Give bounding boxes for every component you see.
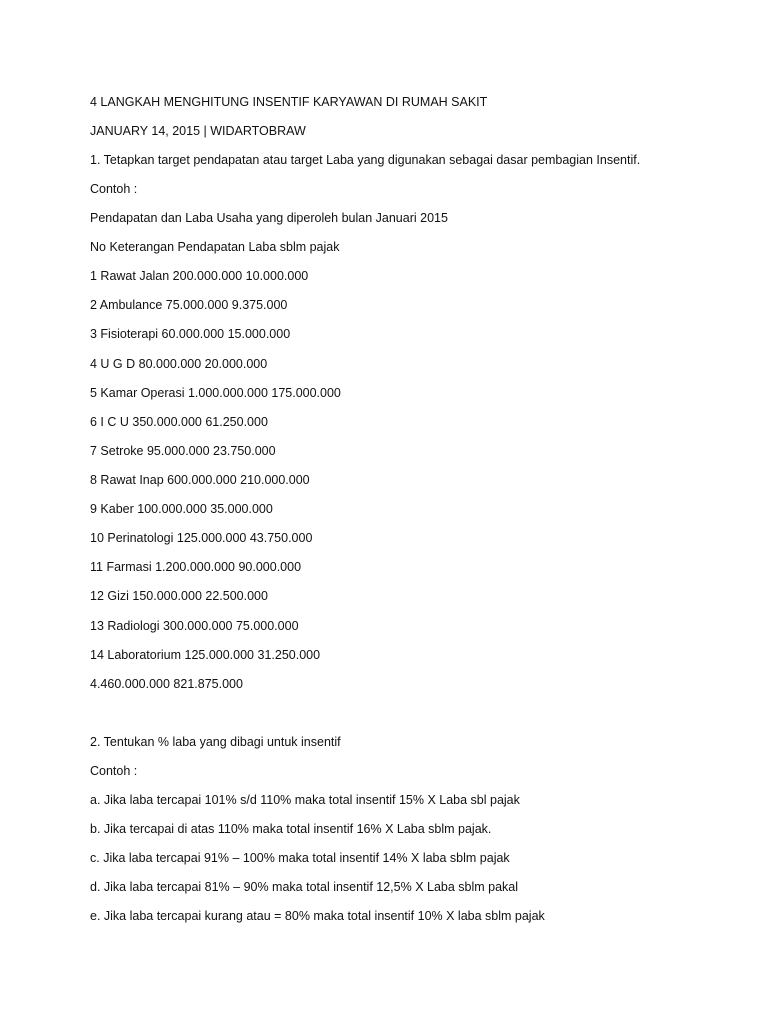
table-row: 11 Farmasi 1.200.000.000 90.000.000	[90, 560, 302, 574]
document-title: 4 LANGKAH MENGHITUNG INSENTIF KARYAWAN DI RUMAH SAKIT	[90, 95, 488, 109]
table-header: No Keterangan Pendapatan Laba sblm pajak	[90, 240, 340, 254]
table-row: 6 I C U 350.000.000 61.250.000	[90, 415, 268, 429]
example-label: Contoh :	[90, 182, 138, 196]
table-row: 10 Perinatologi 125.000.000 43.750.000	[90, 531, 313, 545]
example-label: Contoh :	[90, 764, 138, 778]
table-row: 5 Kamar Operasi 1.000.000.000 175.000.000	[90, 386, 341, 400]
table-row: 1 Rawat Jalan 200.000.000 10.000.000	[90, 269, 309, 283]
table-row: 9 Kaber 100.000.000 35.000.000	[90, 502, 273, 516]
step-2-text: 2. Tentukan % laba yang dibagi untuk insentif	[90, 735, 341, 749]
table-row: 3 Fisioterapi 60.000.000 15.000.000	[90, 327, 291, 341]
step-1-text: 1. Tetapkan target pendapatan atau target Laba yang digunakan sebagai dasar pembagian Insentif.	[90, 153, 641, 167]
table-total: 4.460.000.000 821.875.000	[90, 677, 243, 691]
table-intro: Pendapatan dan Laba Usaha yang diperoleh bulan Januari 2015	[90, 211, 448, 225]
table-row: 8 Rawat Inap 600.000.000 210.000.000	[90, 473, 310, 487]
table-row: 12 Gizi 150.000.000 22.500.000	[90, 589, 268, 603]
rule-item: b. Jika tercapai di atas 110% maka total insentif 16% X Laba sblm pajak.	[90, 822, 492, 836]
table-row: 14 Laboratorium 125.000.000 31.250.000	[90, 648, 321, 662]
byline: JANUARY 14, 2015 | WIDARTOBRAW	[90, 124, 306, 138]
rule-item: e. Jika laba tercapai kurang atau = 80% maka total insentif 10% X laba sblm pajak	[90, 909, 545, 923]
table-row: 13 Radiologi 300.000.000 75.000.000	[90, 619, 299, 633]
rule-item: c. Jika laba tercapai 91% – 100% maka total insentif 14% X laba sblm pajak	[90, 851, 510, 865]
table-row: 2 Ambulance 75.000.000 9.375.000	[90, 298, 288, 312]
rule-item: d. Jika laba tercapai 81% – 90% maka total insentif 12,5% X Laba sblm pakal	[90, 880, 519, 894]
table-row: 4 U G D 80.000.000 20.000.000	[90, 357, 268, 371]
rule-item: a. Jika laba tercapai 101% s/d 110% maka total insentif 15% X Laba sbl pajak	[90, 793, 520, 807]
table-row: 7 Setroke 95.000.000 23.750.000	[90, 444, 276, 458]
